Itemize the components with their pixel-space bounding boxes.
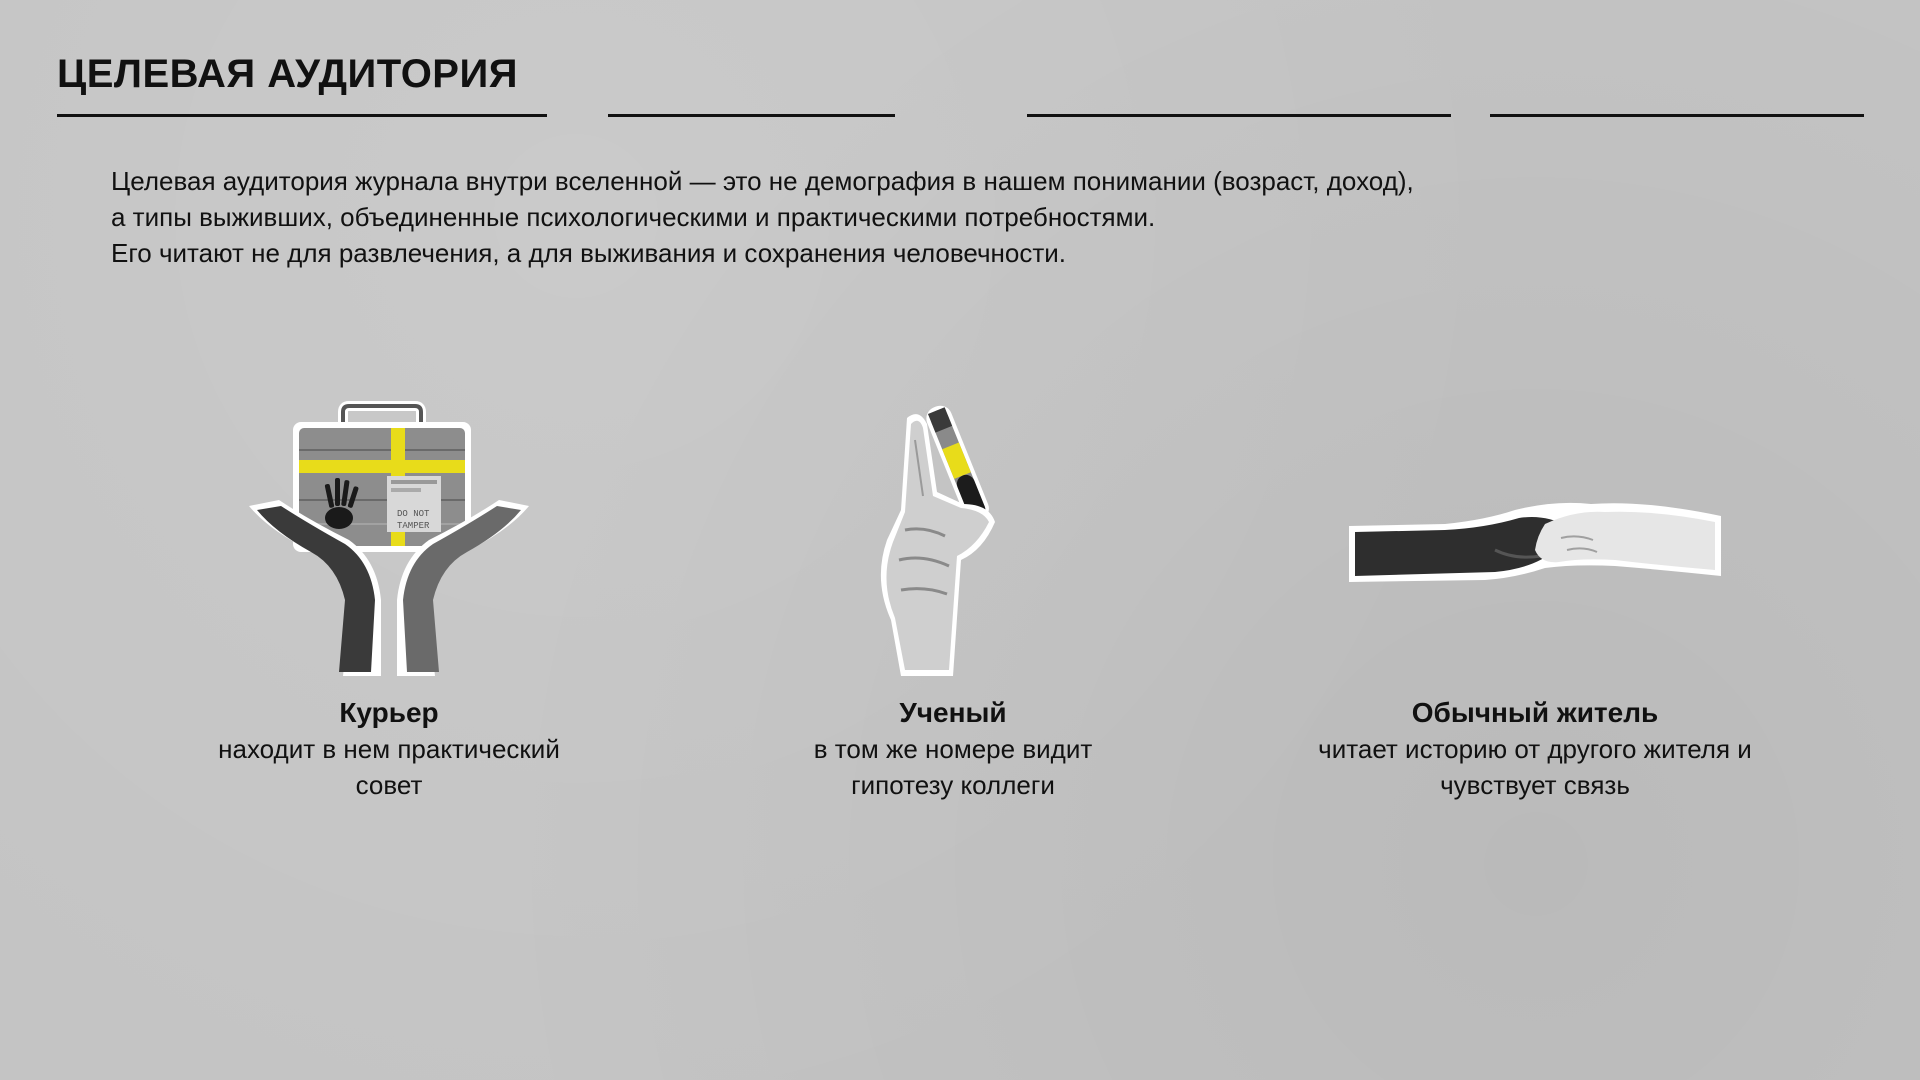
card-title: Ученый xyxy=(899,697,1007,728)
case-label: DO NOT xyxy=(397,509,430,519)
intro-line: Его читают не для развлечения, а для выживания и сохранения человечности. xyxy=(111,238,1067,268)
divider-line xyxy=(608,114,895,117)
card-title: Курьер xyxy=(339,697,439,728)
divider-line xyxy=(1490,114,1864,117)
card-description: читает историю от другого жителя и чувствует связь xyxy=(1318,734,1752,800)
intro-text xyxy=(111,163,1711,271)
card-description: в том же номере видит гипотезу коллеги xyxy=(813,734,1093,800)
case-label: TAMPER xyxy=(397,521,430,531)
audience-card-scientist xyxy=(693,400,1213,803)
gloved-hand-test-tube-icon xyxy=(693,400,1213,680)
hands-holding-case-icon xyxy=(129,400,649,680)
handshake-icon xyxy=(1275,400,1795,680)
card-description: находит в нем практический совет xyxy=(218,734,560,800)
audience-card-resident xyxy=(1275,400,1795,803)
card-title: Обычный житель xyxy=(1411,697,1659,728)
intro-line: а типы выживших, объединенные психологическими и практическими потребностями. xyxy=(111,202,1156,232)
audience-card-courier xyxy=(129,400,649,803)
divider-line xyxy=(1027,114,1451,117)
page-title: ЦЕЛЕВАЯ АУДИТОРИЯ xyxy=(57,52,518,96)
intro-line: Целевая аудитория журнала внутри вселенной — это не демография в нашем понимании (возраст, доход), xyxy=(111,166,1414,196)
divider-line xyxy=(57,114,547,117)
